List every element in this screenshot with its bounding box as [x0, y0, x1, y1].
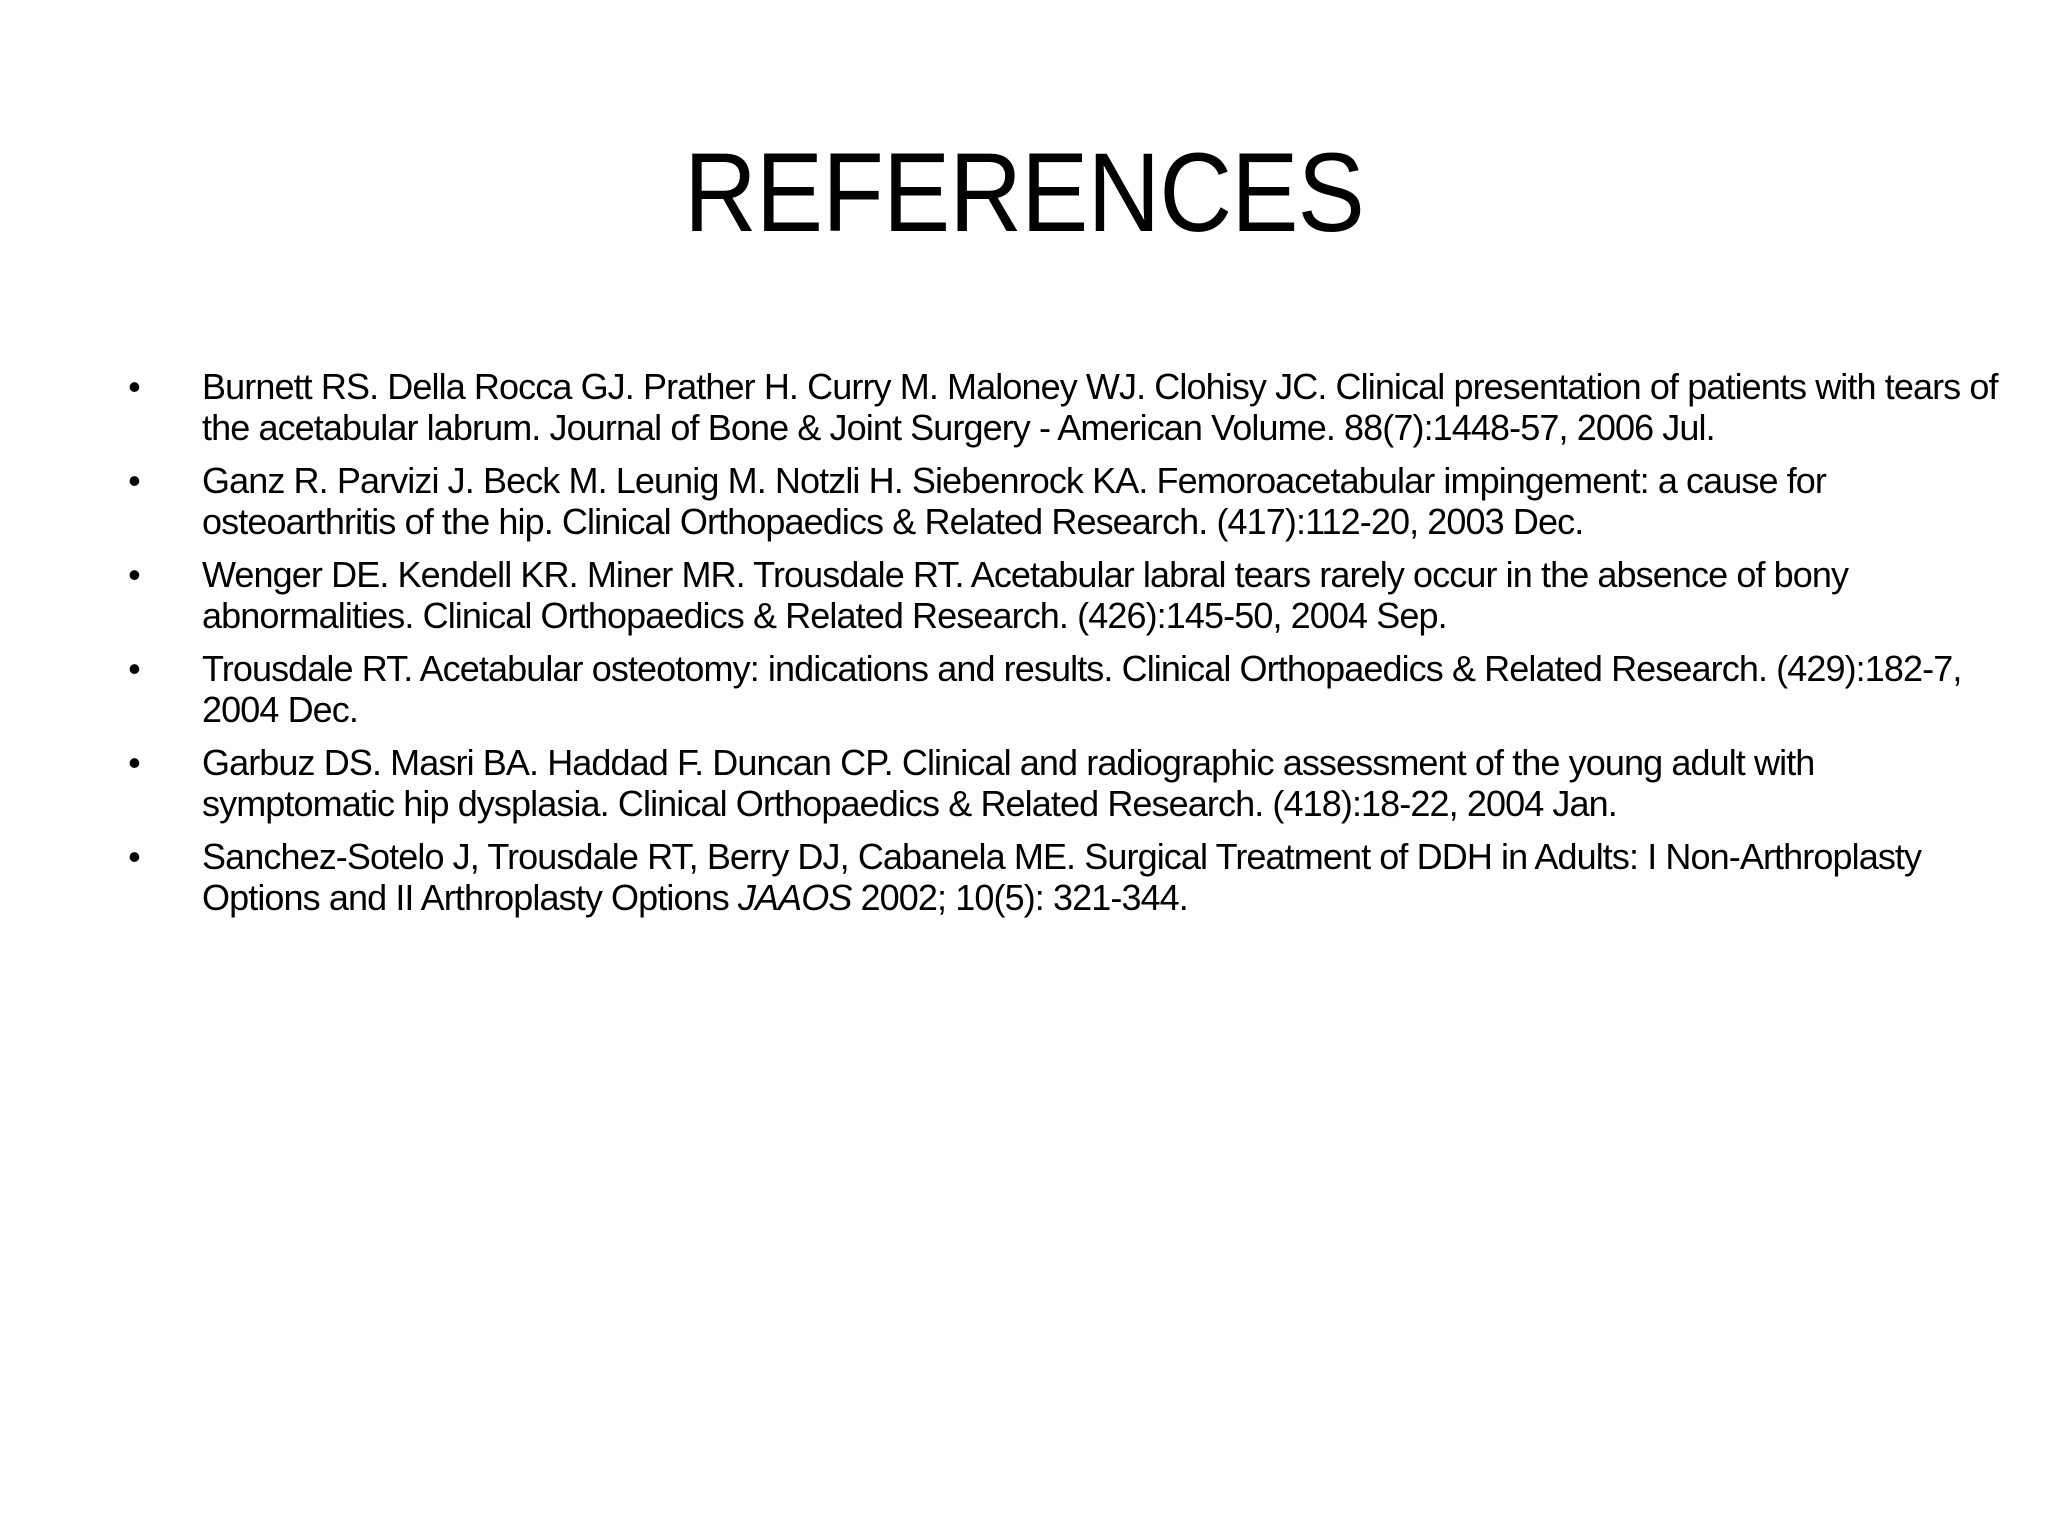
journal-name: JAAOS	[737, 877, 852, 918]
reference-list	[118, 366, 1998, 930]
reference-item	[118, 836, 1998, 918]
reference-item	[118, 648, 1998, 730]
reference-text-after: 2002; 10(5): 321-344.	[851, 877, 1188, 918]
bullet-icon: •	[128, 742, 140, 783]
bullet-icon: •	[128, 648, 140, 689]
reference-text: Burnett RS. Della Rocca GJ. Prather H. Curry M. Maloney WJ. Clohisy JC. Clinical presentation of patients with tears of the acetabular labrum. Journal of Bone & Joint Surgery - American Volume. 88(7):1448-57, 2006 Jul.	[202, 366, 1998, 448]
reference-text: Garbuz DS. Masri BA. Haddad F. Duncan CP. Clinical and radiographic assessment of the young adult with symptomatic hip dysplasia. Clinical Orthopaedics & Related Research. (418):18-22, 2004 Jan.	[202, 742, 1815, 824]
slide-title: REFERENCES	[684, 130, 1364, 255]
bullet-icon: •	[128, 366, 140, 407]
reference-item	[118, 366, 1998, 448]
bullet-icon: •	[128, 460, 140, 501]
bullet-icon: •	[128, 554, 140, 595]
reference-text: Trousdale RT. Acetabular osteotomy: indications and results. Clinical Orthopaedics & Related Research. (429):182-7, 2004 Dec.	[202, 648, 1962, 730]
reference-text: Wenger DE. Kendell KR. Miner MR. Trousdale RT. Acetabular labral tears rarely occur in the absence of bony abnormalities. Clinical Orthopaedics & Related Research. (426):145-50, 2004 Sep.	[202, 554, 1849, 636]
bullet-icon: •	[128, 836, 140, 877]
reference-item	[118, 554, 1998, 636]
reference-text: Ganz R. Parvizi J. Beck M. Leunig M. Notzli H. Siebenrock KA. Femoroacetabular impingement: a cause for osteoarthritis of the hip. Clinical Orthopaedics & Related Research. (417):112-20, 2003 Dec.	[202, 460, 1827, 542]
reference-text	[202, 836, 1998, 918]
reference-text-before: Sanchez-Sotelo J, Trousdale RT, Berry DJ, Cabanela ME. Surgical Treatment of DDH in Adults: I Non-Arthroplasty Options and II Arthroplasty Options	[202, 836, 1922, 918]
reference-item	[118, 460, 1998, 542]
reference-item	[118, 742, 1998, 824]
